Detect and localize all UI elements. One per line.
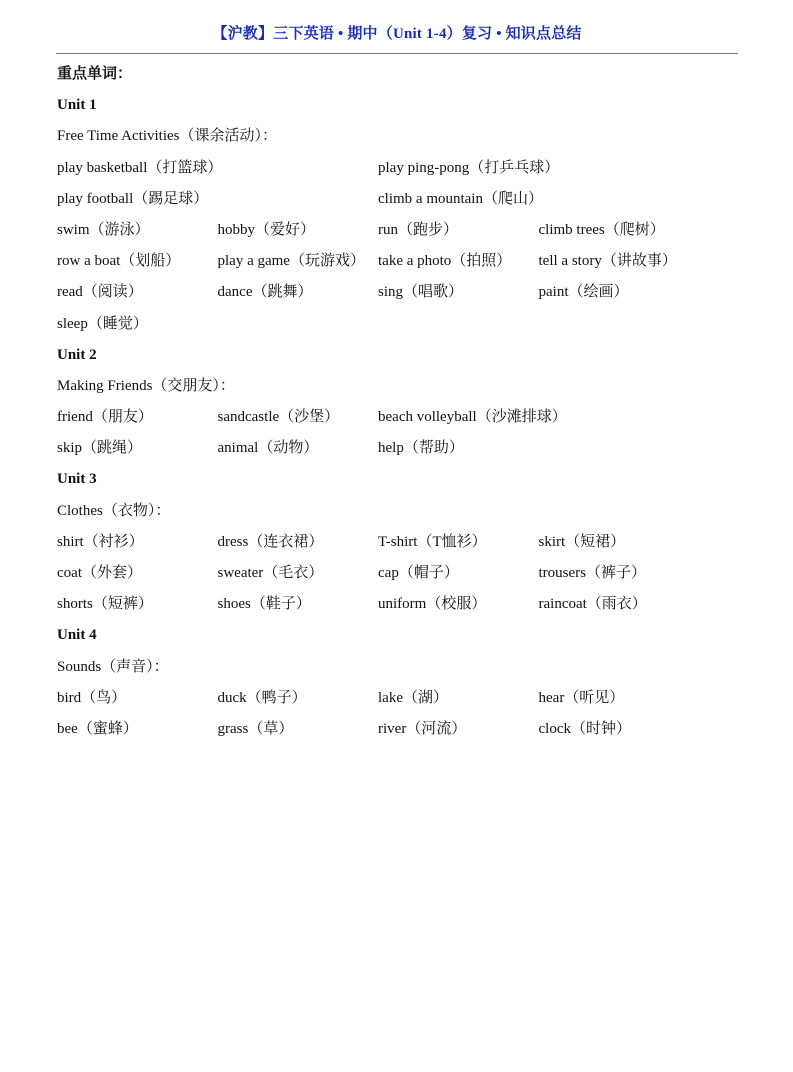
vocab-item: T-shirt（T恤衫） [378,533,487,550]
vocab-item: sweater（毛衣） [217,565,324,581]
vocab-row [57,184,747,215]
vocab-item: read（阅读） [57,284,143,301]
vocab-row [57,153,747,184]
vocab-item: shorts（短裤） [57,596,153,613]
vocab-item: climb a mountain（爬山） [378,190,543,207]
vocab-item: swim（游泳） [57,221,150,238]
page-header-title: 【沪教】三下英语 • 期中（Unit 1-4）复习 • 知识点总结 [212,26,582,42]
vocab-item: paint（绘画） [538,284,629,301]
vocab-item: sleep（睡觉） [57,315,148,332]
vocab-item: uniform（校服） [378,596,487,613]
section-title: 重点单词： [57,66,133,82]
vocab-item: bird（鸟） [57,689,127,706]
vocab-row [57,246,747,277]
unit-heading: Unit 3 [57,471,97,488]
vocab-item: play football（踢足球） [57,190,209,207]
vocab-item: dress（连衣裙） [217,533,324,550]
vocab-item: friend（朋友） [57,409,153,426]
vocab-row [57,714,747,745]
vocab-item: hobby（爱好） [217,221,316,238]
vocab-item: shoes（鞋子） [217,596,311,613]
vocab-item: beach volleyball（沙滩排球） [378,409,567,426]
header-divider [56,53,738,54]
vocab-item: play basketball（打篮球） [57,159,223,176]
vocab-item: row a boat（划船） [57,253,181,270]
vocab-item: skirt（短裙） [538,533,626,550]
vocab-row [57,277,747,308]
vocab-item: sing（唱歌） [378,284,464,301]
vocab-row [57,558,747,589]
vocab-item: dance（跳舞） [217,284,313,301]
vocab-row [57,433,747,464]
vocab-item: bee（蜜蜂） [57,720,138,737]
unit-topic: Making Friends（交朋友）： [57,377,235,394]
vocab-item: river（河流） [378,720,467,737]
unit-heading: Unit 2 [57,346,97,363]
vocab-item: tell a story（讲故事） [538,253,677,270]
vocab-item: hear（听见） [538,689,625,706]
vocab-item: animal（动物） [217,440,319,457]
vocab-item: sandcastle（沙堡） [217,409,340,426]
vocab-item: take a photo（拍照） [378,253,512,270]
vocab-row [57,402,747,433]
unit-topic: Sounds（声音）： [57,658,169,675]
vocab-row [57,215,747,246]
vocab-item: climb trees（爬树） [538,221,665,238]
vocab-item: coat（外套） [57,565,142,581]
vocab-item: cap（帽子） [378,565,459,581]
vocab-item: trousers（裤子） [538,565,646,581]
unit-heading: Unit 4 [57,627,97,644]
vocab-item: grass（草） [217,720,294,737]
vocab-row [57,683,747,714]
vocab-row [57,309,747,340]
unit-topic: Free Time Activities（课余活动）： [57,128,278,145]
vocab-item: duck（鸭子） [217,689,307,706]
vocab-item: skip（跳绳） [57,440,143,457]
vocab-item: play a game（玩游戏） [217,253,365,270]
document-body [57,59,747,745]
unit-heading: Unit 1 [57,97,97,114]
vocab-item: lake（湖） [378,689,448,706]
vocab-item: run（跑步） [378,221,458,238]
vocab-item: raincoat（雨衣） [538,596,647,613]
vocab-item: play ping-pong（打乒乓球） [378,159,560,176]
unit-topic: Clothes（衣物）： [57,502,171,519]
vocab-row [57,527,747,558]
vocab-row [57,589,747,620]
vocab-item: clock（时钟） [538,720,631,737]
vocab-item: help（帮助） [378,440,464,457]
vocab-item: shirt（衬衫） [57,533,144,550]
